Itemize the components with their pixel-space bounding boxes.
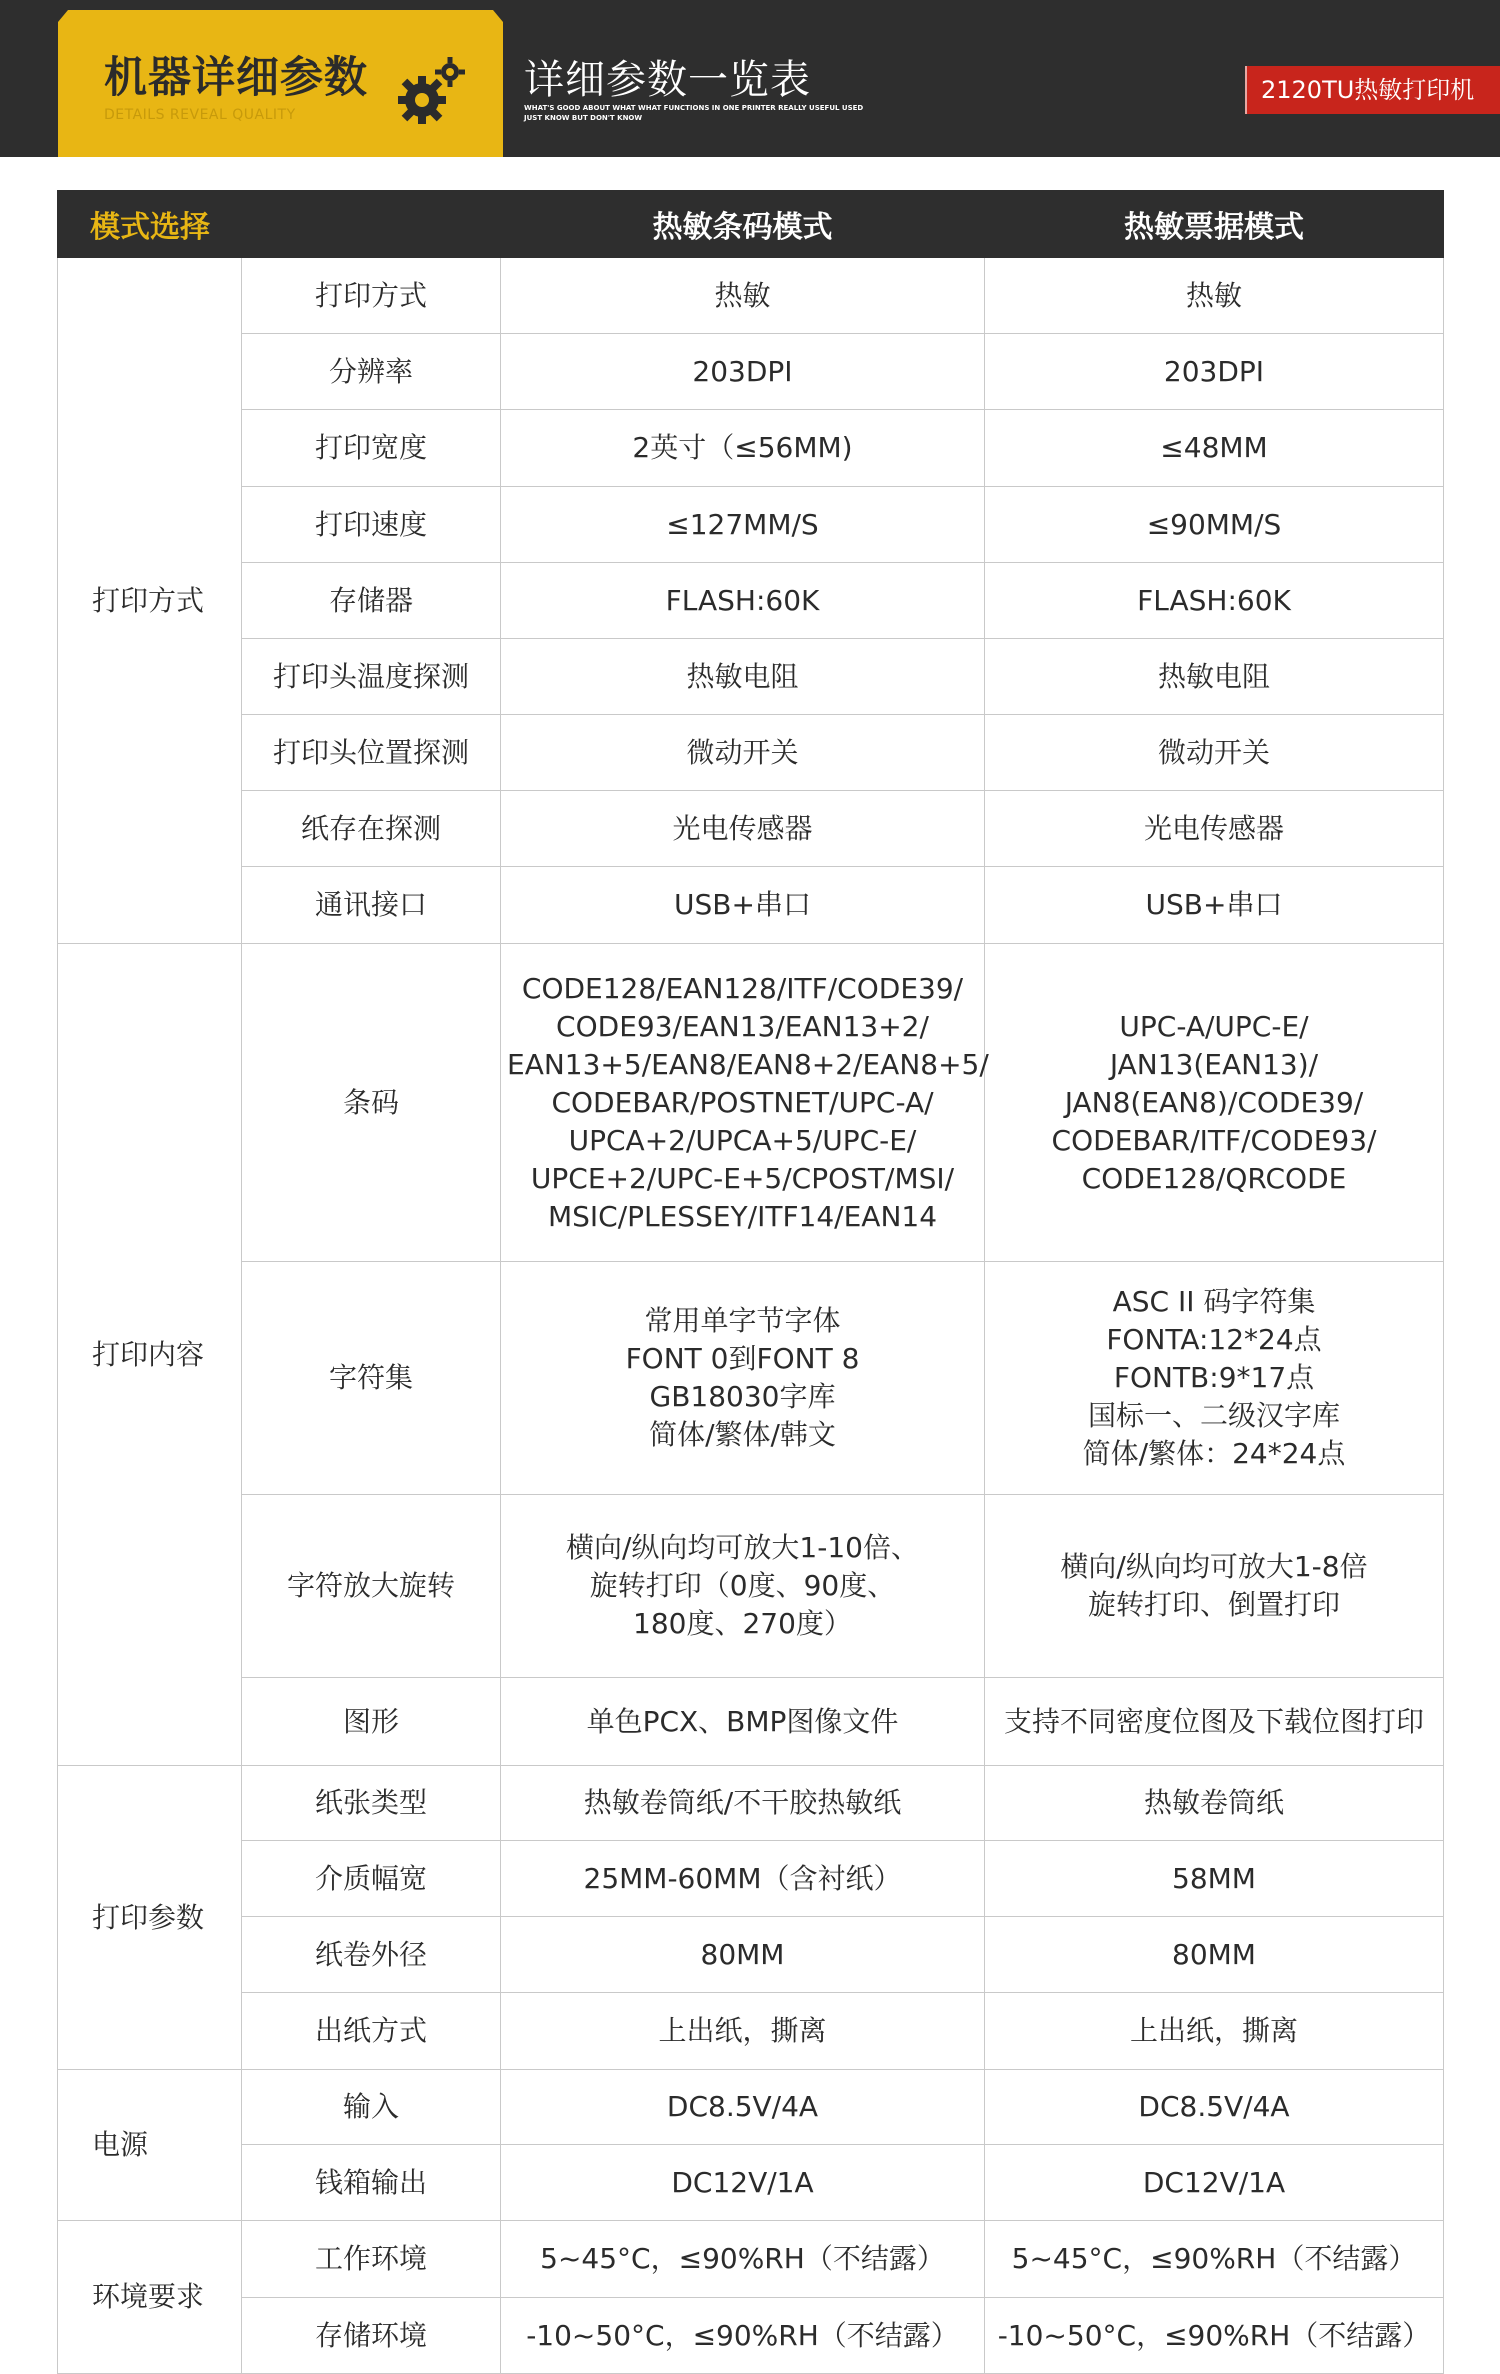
row-label: 纸卷外径 (242, 1917, 501, 1993)
table-row (58, 1841, 1444, 1917)
page-title: 机器详细参数 (104, 53, 368, 103)
receipt-value: USB+串口 (985, 867, 1444, 944)
row-label: 输入 (242, 2070, 501, 2145)
barcode-value: 上出纸，撕离 (501, 1993, 985, 2070)
barcode-value: 单色PCX、BMP图像文件 (501, 1678, 985, 1766)
row-label: 打印宽度 (242, 410, 501, 487)
receipt-value: 光电传感器 (985, 791, 1444, 867)
barcode-value: USB+串口 (501, 867, 985, 944)
table-row (58, 563, 1444, 639)
column-header-receipt: 热敏票据模式 (985, 191, 1444, 258)
table-row (58, 944, 1444, 1262)
receipt-value: DC12V/1A (985, 2145, 1444, 2221)
barcode-value: 横向/纵向均可放大1-10倍、 旋转打印（0度、90度、 180度、270度） (501, 1495, 985, 1678)
receipt-value: 上出纸，撕离 (985, 1993, 1444, 2070)
group-label: 环境要求 (58, 2221, 242, 2374)
barcode-value: 微动开关 (501, 715, 985, 791)
receipt-value: 微动开关 (985, 715, 1444, 791)
page-header (0, 0, 1500, 157)
table-row (58, 791, 1444, 867)
row-label: 工作环境 (242, 2221, 501, 2298)
row-label: 打印头温度探测 (242, 639, 501, 715)
receipt-value: ≤90MM/S (985, 487, 1444, 563)
table-row (58, 334, 1444, 410)
barcode-value: ≤127MM/S (501, 487, 985, 563)
receipt-value: DC8.5V/4A (985, 2070, 1444, 2145)
receipt-value: 热敏 (985, 258, 1444, 334)
row-label: 打印头位置探测 (242, 715, 501, 791)
table-row (58, 1917, 1444, 1993)
section-heading: 详细参数一览表 (524, 57, 811, 103)
receipt-value: 热敏卷筒纸 (985, 1766, 1444, 1841)
barcode-value: 光电传感器 (501, 791, 985, 867)
column-header-barcode: 热敏条码模式 (501, 191, 985, 258)
column-header-mode: 模式选择 (58, 191, 501, 258)
table-row (58, 715, 1444, 791)
table-row (58, 1766, 1444, 1841)
table-row (58, 867, 1444, 944)
table-row (58, 2298, 1444, 2374)
table-row (58, 410, 1444, 487)
group-label: 打印方式 (58, 258, 242, 944)
row-label: 钱箱输出 (242, 2145, 501, 2221)
table-row (58, 258, 1444, 334)
receipt-value: ASC II 码字符集 FONTA:12*24点 FONTB:9*17点 国标一、二级汉字库 简体/繁体：24*24点 (985, 1262, 1444, 1495)
row-label: 分辨率 (242, 334, 501, 410)
barcode-value: 常用单字节字体 FONT 0到FONT 8 GB18030字库 简体/繁体/韩文 (501, 1262, 985, 1495)
row-label: 打印方式 (242, 258, 501, 334)
receipt-value: 203DPI (985, 334, 1444, 410)
receipt-value: 热敏电阻 (985, 639, 1444, 715)
barcode-value: 80MM (501, 1917, 985, 1993)
page-subtitle-en: DETAILS REVEAL QUALITY (104, 107, 296, 123)
barcode-value: 2英寸（≤56MM) (501, 410, 985, 487)
row-label: 字符放大旋转 (242, 1495, 501, 1678)
row-label: 条码 (242, 944, 501, 1262)
barcode-value: FLASH:60K (501, 563, 985, 639)
barcode-value: -10~50°C，≤90%RH（不结露） (501, 2298, 985, 2374)
spec-table (57, 190, 1444, 2374)
barcode-value: DC12V/1A (501, 2145, 985, 2221)
gear-icon (392, 52, 472, 132)
receipt-value: UPC-A/UPC-E/ JAN13(EAN13)/ JAN8(EAN8)/CODE39/ CODEBAR/ITF/CODE93/ CODE128/QRCODE (985, 944, 1444, 1262)
table-row (58, 1495, 1444, 1678)
table-row (58, 1678, 1444, 1766)
barcode-value: CODE128/EAN128/ITF/CODE39/ CODE93/EAN13/EAN13+2/ EAN13+5/EAN8/EAN8+2/EAN8+5/ CODEBAR/POSTNET/UPC-A/ UPCA+2/UPCA+5/UPC-E/ UPCE+2/UPC-E+5/CPOST/MSI/ MSIC/PLESSEY/ITF14/EAN14 (501, 944, 985, 1262)
receipt-value: 横向/纵向均可放大1-8倍 旋转打印、倒置打印 (985, 1495, 1444, 1678)
row-label: 字符集 (242, 1262, 501, 1495)
section-heading-en: WHAT'S GOOD ABOUT WHAT WHAT FUNCTIONS IN ONE PRINTER REALLY USEFUL USED JUST KNOW BUT DON'T KNOW (524, 104, 864, 122)
table-row (58, 2145, 1444, 2221)
table-header-row (58, 191, 1444, 258)
group-label: 打印内容 (58, 944, 242, 1766)
barcode-value: DC8.5V/4A (501, 2070, 985, 2145)
barcode-value: 热敏卷筒纸/不干胶热敏纸 (501, 1766, 985, 1841)
row-label: 通讯接口 (242, 867, 501, 944)
row-label: 纸存在探测 (242, 791, 501, 867)
row-label: 存储环境 (242, 2298, 501, 2374)
row-label: 出纸方式 (242, 1993, 501, 2070)
barcode-value: 5~45°C，≤90%RH（不结露） (501, 2221, 985, 2298)
table-row (58, 487, 1444, 563)
receipt-value: ≤48MM (985, 410, 1444, 487)
table-row (58, 1262, 1444, 1495)
barcode-value: 热敏电阻 (501, 639, 985, 715)
row-label: 图形 (242, 1678, 501, 1766)
group-label: 打印参数 (58, 1766, 242, 2070)
barcode-value: 203DPI (501, 334, 985, 410)
table-row (58, 2070, 1444, 2145)
receipt-value: 5~45°C，≤90%RH（不结露） (985, 2221, 1444, 2298)
receipt-value: 支持不同密度位图及下载位图打印 (985, 1678, 1444, 1766)
row-label: 介质幅宽 (242, 1841, 501, 1917)
model-badge: 2120TU热敏打印机 (1245, 66, 1500, 114)
row-label: 存储器 (242, 563, 501, 639)
barcode-value: 25MM-60MM（含衬纸） (501, 1841, 985, 1917)
receipt-value: 80MM (985, 1917, 1444, 1993)
row-label: 打印速度 (242, 487, 501, 563)
table-row (58, 639, 1444, 715)
group-label: 电源 (58, 2070, 242, 2221)
receipt-value: 58MM (985, 1841, 1444, 1917)
table-row (58, 1993, 1444, 2070)
table-row (58, 2221, 1444, 2298)
row-label: 纸张类型 (242, 1766, 501, 1841)
receipt-value: FLASH:60K (985, 563, 1444, 639)
receipt-value: -10~50°C，≤90%RH（不结露） (985, 2298, 1444, 2374)
barcode-value: 热敏 (501, 258, 985, 334)
